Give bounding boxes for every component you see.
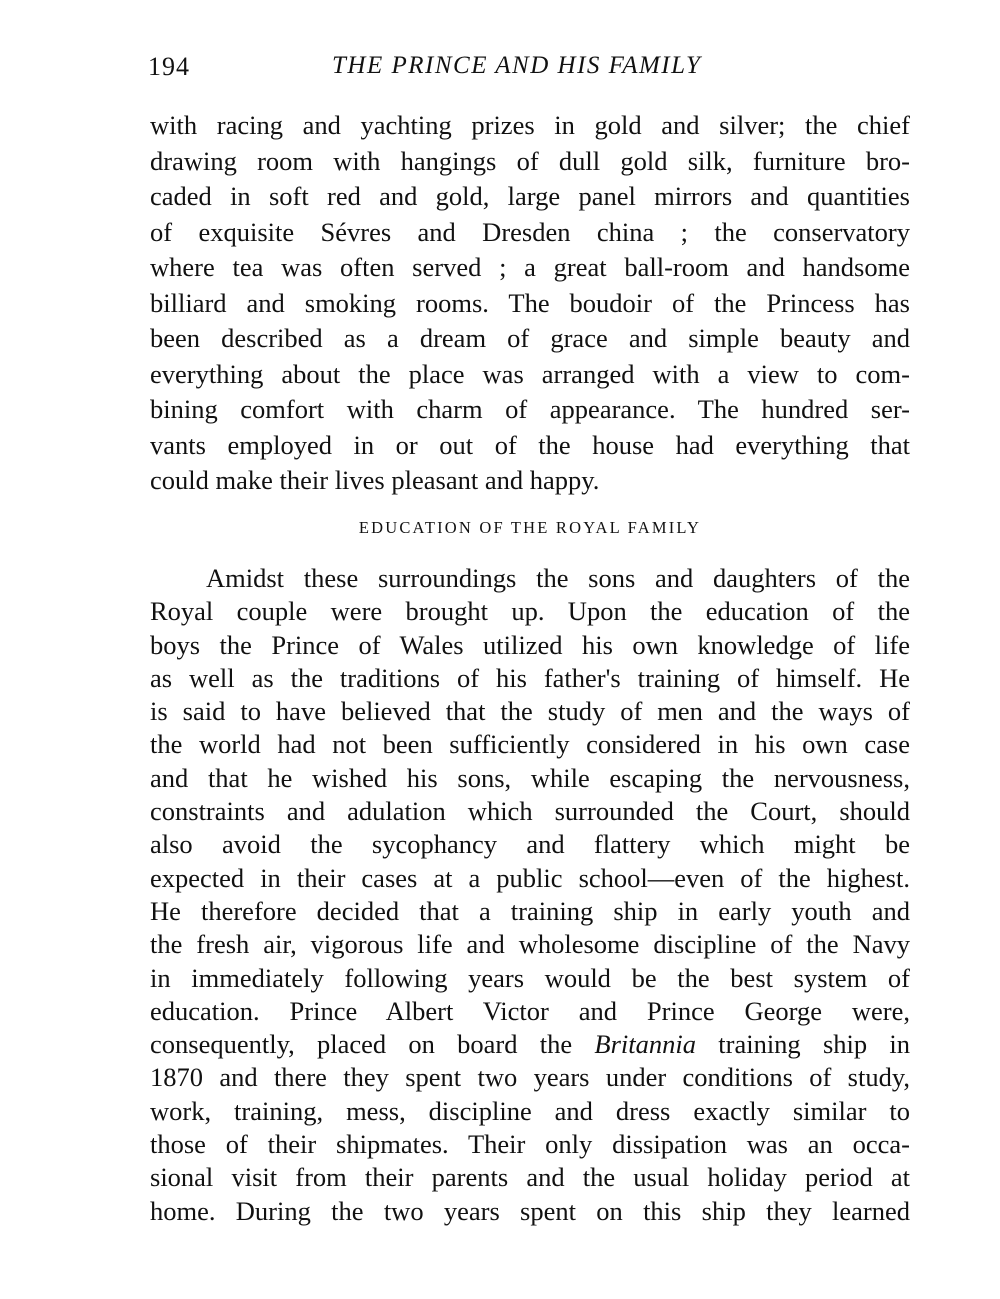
page-header [148, 52, 908, 92]
running-title: THE PRINCE AND HIS FAMILY [332, 52, 702, 79]
text-line: in immediately following years would be the best system of [150, 962, 910, 993]
text-line: constraints and adulation which surrounded the Court, should [150, 796, 910, 827]
text-line: billiard and smoking rooms. The boudoir of the Princess has [150, 287, 910, 318]
text-line: the world had not been sufficiently considered in his own case [150, 729, 910, 760]
text-line: is said to have believed that the study of men and the ways of [150, 696, 910, 727]
text-line: education. Prince Albert Victor and Prince George were, [150, 995, 910, 1026]
text-line: boys the Prince of Wales utilized his own knowledge of life [150, 629, 910, 660]
text-line: of exquisite Sévres and Dresden china ; the conservatory [150, 216, 910, 247]
text-line: as well as the traditions of his father's training of himself. He [150, 662, 910, 693]
text-line: sional visit from their parents and the usual holiday period at [150, 1162, 910, 1193]
text-line: work, training, mess, discipline and dress exactly similar to [150, 1095, 910, 1126]
text-line: home. During the two years spent on this ship they learned [150, 1195, 910, 1226]
text-line: and that he wished his sons, while escaping the nervousness, [150, 762, 910, 793]
paragraph-household [150, 108, 910, 499]
text-line: He therefore decided that a training ship in early youth and [150, 895, 910, 926]
text-line: could make their lives pleasant and happy. [150, 465, 600, 495]
text-line: been described as a dream of grace and simple beauty and [150, 323, 910, 353]
text-line: the fresh air, vigorous life and wholesome discipline of the Navy [150, 929, 910, 960]
text-line: those of their shipmates. Their only dissipation was an occa- [150, 1129, 910, 1160]
text-line: expected in their cases at a public school—even of the highest. [150, 862, 910, 893]
text-line-with-ship-name [150, 1028, 910, 1061]
section-heading: EDUCATION OF THE ROYAL FAMILY [358, 518, 702, 537]
text-segment: consequently, placed on board the [150, 1029, 595, 1060]
text-line: where tea was often served ; a great ball-room and handsome [150, 252, 910, 282]
paragraph-education [150, 562, 910, 1228]
text-line: caded in soft red and gold, large panel mirrors and quantities [150, 181, 910, 211]
text-line: with racing and yachting prizes in gold and silver; the chief [150, 110, 910, 140]
text-line: everything about the place was arranged with a view to com- [150, 358, 910, 389]
text-line: Royal couple were brought up. Upon the education of the [150, 596, 910, 627]
text-segment: training ship in [696, 1029, 910, 1060]
text-line: also avoid the sycophancy and flattery which might be [150, 829, 910, 860]
text-line: drawing room with hangings of dull gold silk, furniture bro- [150, 145, 910, 176]
text-line: 1870 and there they spent two years under conditions of study, [150, 1062, 910, 1093]
text-line: bining comfort with charm of appearance. The hundred ser- [150, 394, 910, 424]
text-line: vants employed in or out of the house had everything that [150, 429, 910, 460]
text-line: Amidst these surroundings the sons and daughters of the [206, 563, 910, 593]
ship-name: Britannia [594, 1029, 696, 1060]
page-number: 194 [148, 52, 190, 81]
